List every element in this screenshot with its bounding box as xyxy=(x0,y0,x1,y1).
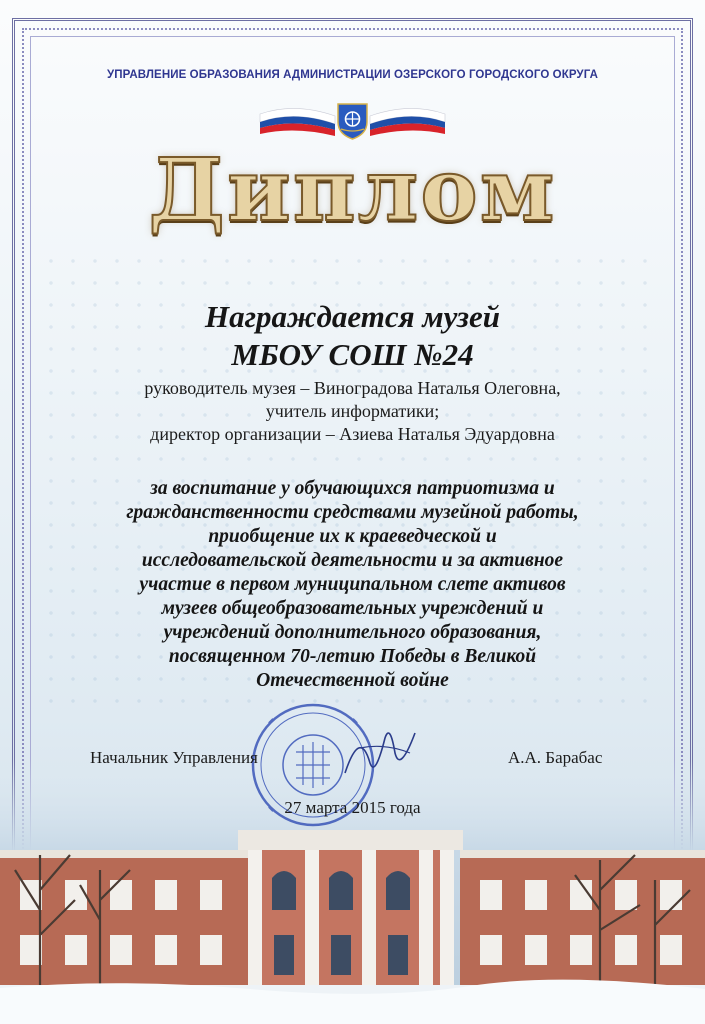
reason-line: исследовательской деятельности и за активное xyxy=(141,550,564,571)
museum-head-line: руководитель музея – Виноградова Наталья Олеговна, xyxy=(144,378,561,398)
issuing-authority: УПРАВЛЕНИЕ ОБРАЗОВАНИЯ АДМИНИСТРАЦИИ ОЗЕРСКОГО ГОРОДСКОГО ОКРУГА xyxy=(106,69,598,81)
reason-line: приобщение их к краеведческой и xyxy=(208,526,497,547)
reason-line: за воспитание у обучающихся патриотизма и xyxy=(150,478,555,499)
signatory-position: Начальник Управления xyxy=(90,748,258,767)
reason-line: учреждений дополнительного образования, xyxy=(163,622,542,643)
diploma-title: Диплом xyxy=(148,140,557,241)
director-line: директор организации – Азиева Наталья Эдуардовна xyxy=(150,424,555,444)
flag-banner-emblem-icon xyxy=(255,100,450,140)
issue-date: 27 марта 2015 года xyxy=(284,798,421,817)
reason-line: музеев общеобразовательных учреждений и xyxy=(161,598,544,619)
handwritten-signature xyxy=(340,718,420,788)
reason-line: гражданственности средствами музейной работы, xyxy=(126,502,579,523)
award-reason xyxy=(100,477,605,693)
reason-line: посвященном 70-летию Победы в Великой xyxy=(168,646,537,667)
award-recipient: МБОУ СОШ №24 xyxy=(231,337,474,372)
reason-line: участие в первом муниципальном слете активов xyxy=(139,574,566,595)
signatory-name: А.А. Барабас xyxy=(508,748,603,767)
museum-head-position: учитель информатики; xyxy=(265,401,440,421)
reason-line: Отечественной войне xyxy=(256,670,449,691)
award-heading: Награждается музей xyxy=(204,299,501,334)
recipient-details xyxy=(0,377,705,446)
